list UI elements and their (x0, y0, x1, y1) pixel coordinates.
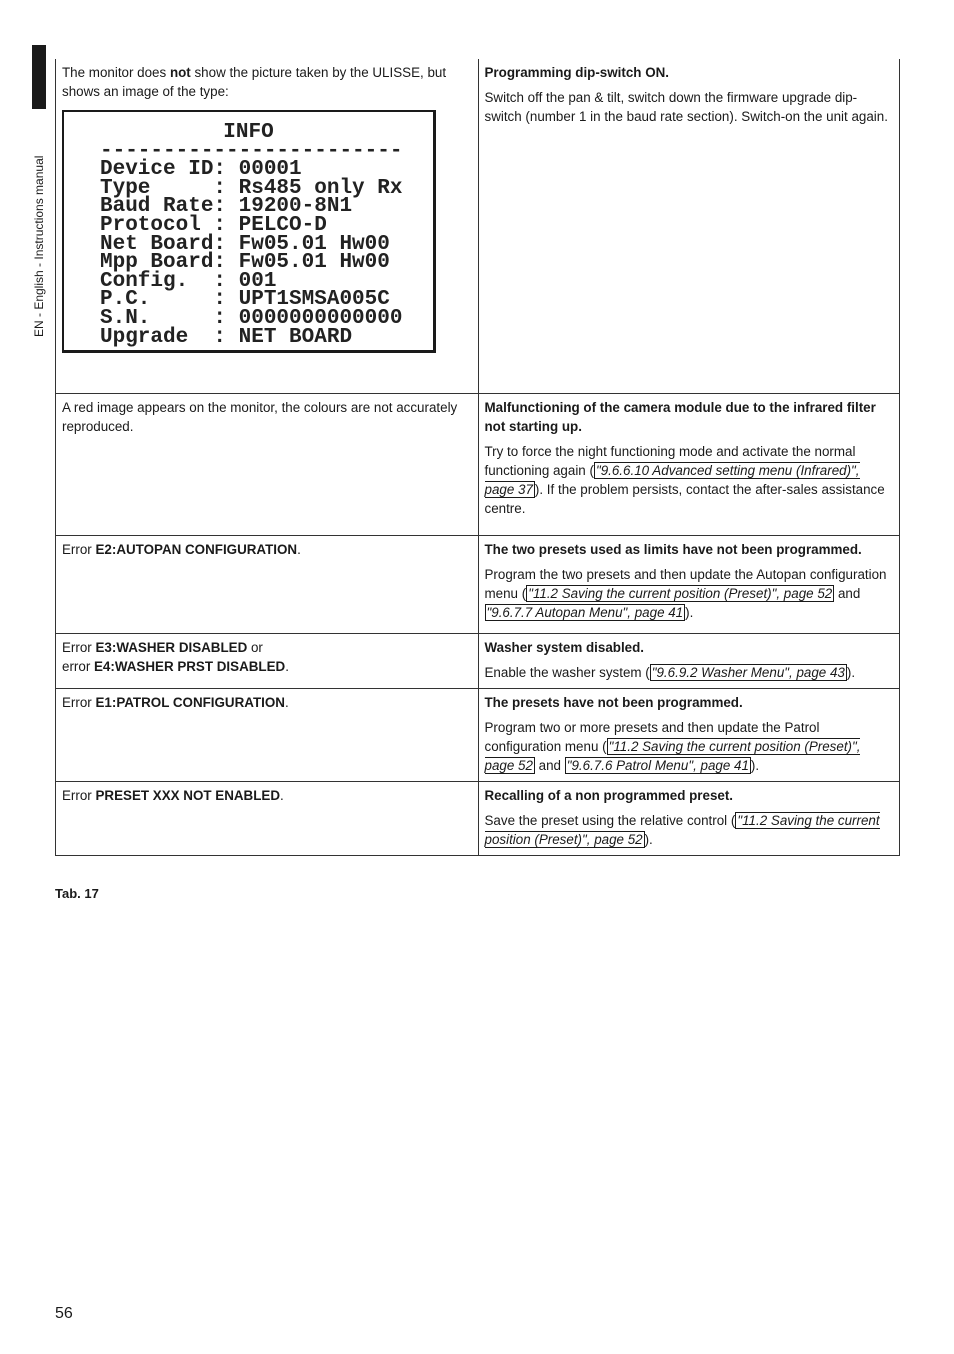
solution-text: Save the preset using the relative control ( "11.2 Saving the current position (Preset)", page 52 ). (484, 812, 880, 847)
solution-text: Enable the washer system ( "9.6.9.2 Washer Menu", page 43 ). (484, 664, 856, 680)
table-row (56, 688, 900, 781)
problem-text: The monitor does not show the picture taken by the ULISSE, but shows an image of the type: (62, 65, 447, 99)
solution-text: Try to force the night functioning mode and activate the normal functioning again ( "9.6.6.10 Advanced setting menu (Infrared)", page 37 ). If the problem persists, contact the after-sales assistance centre. (484, 443, 885, 516)
cause-title: The presets have not been programmed. (484, 694, 743, 710)
solution-cell (478, 688, 900, 781)
monitor-line: S.N. : 0000000000000 (100, 306, 403, 330)
monitor-line: P.C. : UPT1SMSA005C (100, 288, 390, 312)
monitor-line: Mpp Board: Fw05.01 Hw00 (100, 251, 390, 275)
side-label-text: EN - English - Instructions manual (32, 155, 46, 337)
solution-cell (478, 535, 900, 633)
cross-reference-link[interactable]: "11.2 Saving the current position (Preset)", page 52 (484, 738, 861, 773)
cause-title: Malfunctioning of the camera module due to the infrared filter not starting up. (484, 399, 876, 434)
problem-text: Error E1:PATROL CONFIGURATION. (62, 694, 289, 710)
troubleshooting-table (55, 59, 900, 856)
solution-text: Program two or more presets and then update the Patrol configuration menu ( "11.2 Saving the current position (Preset)", page 52 and "9.6.7.6 Patrol Menu", page 41 ). (484, 719, 861, 773)
table-row (56, 535, 900, 633)
problem-text: Error PRESET XXX NOT ENABLED. (62, 787, 284, 803)
table-caption: Tab. 17 (55, 886, 99, 901)
cause-title: Programming dip-switch ON. (484, 65, 670, 80)
cross-reference-link[interactable]: "9.6.7.7 Autopan Menu", page 41 (486, 604, 684, 620)
problem-text: Error E2:AUTOPAN CONFIGURATION. (62, 541, 301, 557)
problem-text: Error E3:WASHER DISABLED or error E4:WASHER PRST DISABLED. (62, 639, 289, 674)
monitor-title: INFO (223, 121, 274, 144)
cause-title: Recalling of a non programmed preset. (484, 787, 734, 803)
solution-text: Switch off the pan & tilt, switch down the firmware upgrade dip-switch (number 1 in the baud rate section). Switch-on the unit again. (484, 90, 888, 124)
monitor-line: Baud Rate: 19200-8N1 (100, 195, 353, 219)
monitor-line: Type : Rs485 only Rx (100, 176, 403, 200)
cross-reference-link[interactable]: "9.6.9.2 Washer Menu", page 43 (651, 664, 845, 680)
problem-text: A red image appears on the monitor, the colours are not accurately reproduced. (62, 399, 458, 434)
solution-cell (478, 633, 900, 688)
problem-cell (56, 535, 479, 633)
problem-cell (56, 688, 479, 781)
problem-cell (56, 781, 479, 855)
solution-text: Program the two presets and then update the Autopan configuration menu ( "11.2 Saving the current position (Preset)", page 52 and "9.6.7.7 Autopan Menu", page 41 ). (484, 566, 887, 620)
table-row (56, 393, 900, 535)
cause-title: The two presets used as limits have not been programmed. (484, 541, 862, 557)
monitor-info-screen (62, 110, 436, 353)
monitor-line: Net Board: Fw05.01 Hw00 (100, 232, 390, 256)
cross-reference-link[interactable]: "11.2 Saving the current position (Preset)", page 52 (528, 585, 833, 601)
side-tab-marker (32, 45, 46, 109)
problem-cell (56, 633, 479, 688)
cross-reference-link[interactable]: "9.6.7.6 Patrol Menu", page 41 (566, 757, 749, 773)
monitor-line: Protocol : PELCO-D (100, 213, 327, 237)
cause-title: Washer system disabled. (484, 639, 645, 655)
solution-cell (478, 59, 900, 393)
solution-cell (478, 393, 900, 535)
problem-cell (56, 59, 479, 393)
monitor-line: Device ID: 00001 (100, 158, 302, 182)
problem-cell (56, 393, 479, 535)
monitor-line: Config. : 001 (100, 269, 277, 293)
monitor-line: ------------------------ (100, 139, 403, 163)
solution-cell (478, 781, 900, 855)
monitor-line: Upgrade : NET BOARD (100, 325, 353, 349)
table-row (56, 59, 900, 393)
page-number: 56 (55, 1305, 73, 1322)
table-row (56, 781, 900, 855)
cross-reference-link[interactable]: "11.2 Saving the current position (Preset)", page 52 (484, 812, 880, 847)
cross-reference-link[interactable]: "9.6.6.10 Advanced setting menu (Infrared)", page 37 (484, 462, 860, 497)
table-row (56, 633, 900, 688)
